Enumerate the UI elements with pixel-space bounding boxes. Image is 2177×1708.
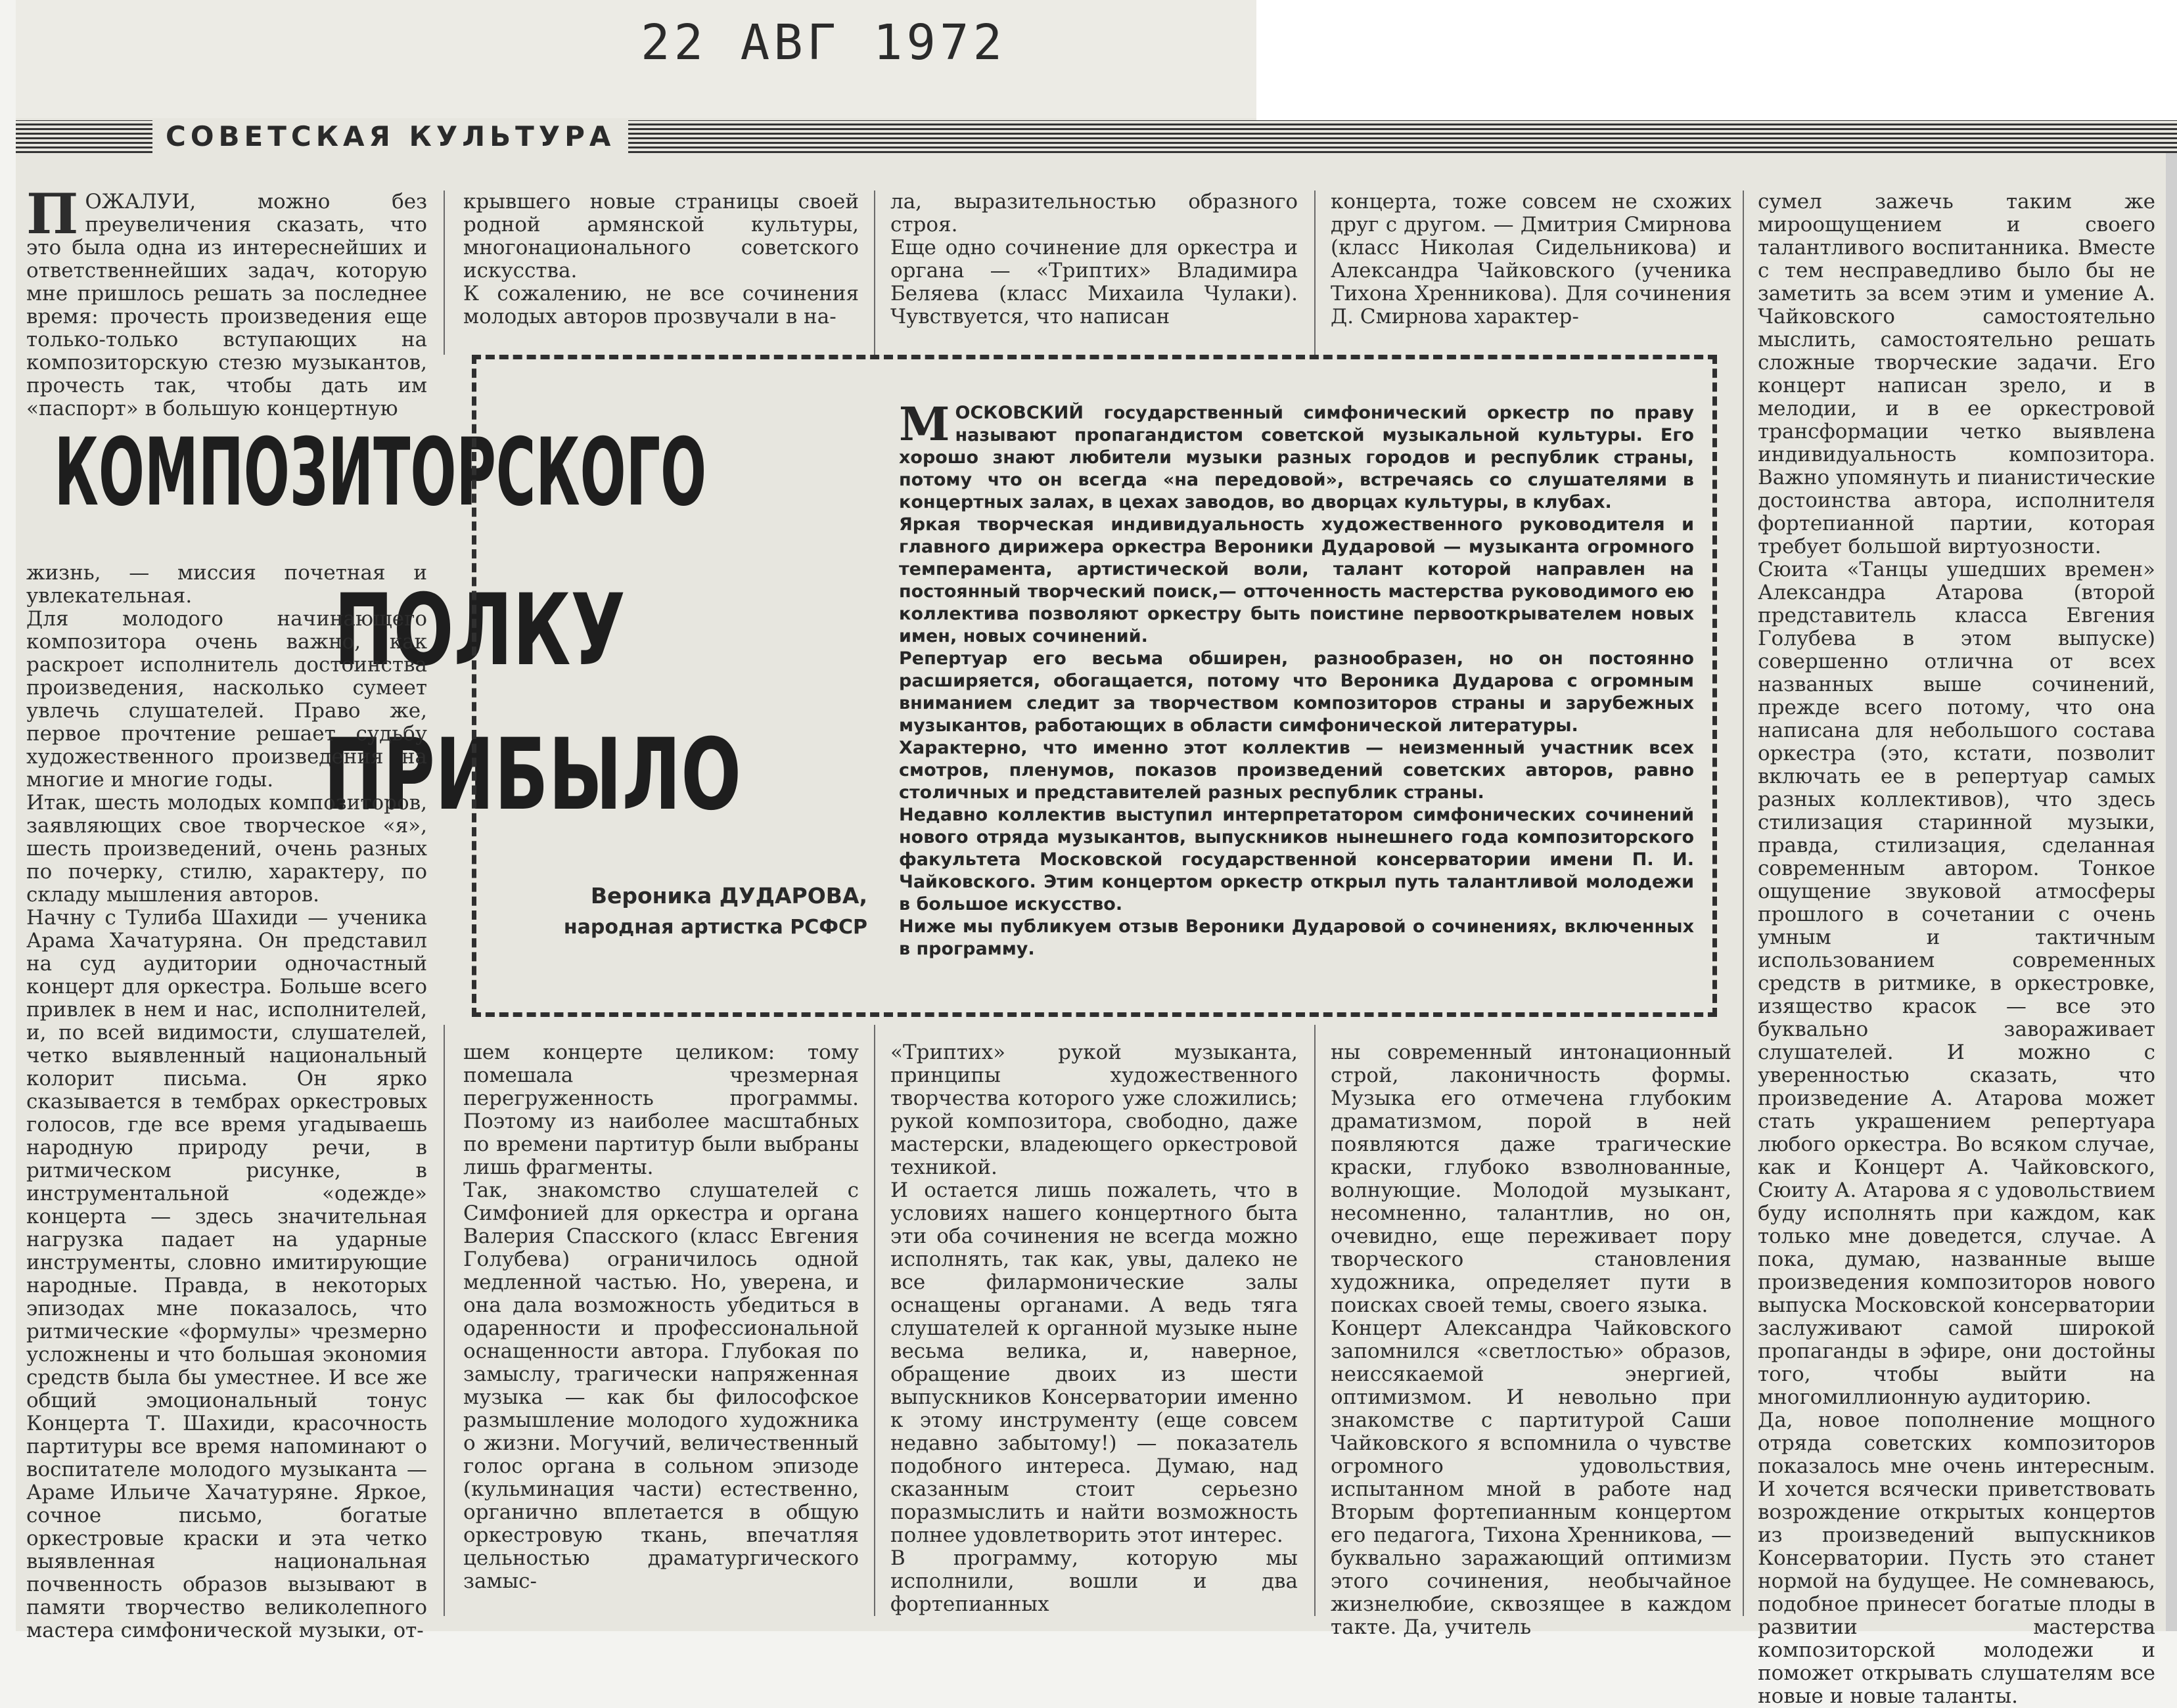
column-3-top <box>890 191 1298 328</box>
column-2-bottom <box>463 1041 859 1623</box>
column-rule <box>1743 191 1744 1616</box>
headline-line-2: ПОЛКУ <box>334 573 626 688</box>
inset-dropcap: М <box>899 397 950 451</box>
date-stamp: 22 ABГ 1972 <box>641 14 1007 71</box>
column-5 <box>1758 190 2155 1708</box>
column-rule <box>1314 191 1316 355</box>
column-4-bottom <box>1331 1041 1731 1639</box>
dropcap: П <box>26 181 79 246</box>
column-2-top-text: крывшего новые страницы своей родной армянской культуры, многонационального советского искусства. К сожалению, не все сочинения молодых авторов прозвучали в на- <box>463 190 859 328</box>
blank-background <box>1256 0 2177 125</box>
column-1-top-text: ОЖАЛУИ, можно без преувеличения сказать, что это была одна из интереснейших и ответственнейших задач, которую мне пришлось решать за последнее время: прочесть произведения еще только-только вступающих на композиторскую стезю музыкантов, прочесть так, чтобы дать им «паспорт» в большую концертную <box>26 190 427 420</box>
column-3-top-text: ла, выразительностью образного строя. Еще одно сочинение для оркестра и органа — «Триптих» Владимира Беляева (класс Михаила Чулаки). Чувствуется, что написан <box>890 190 1298 328</box>
column-1-bottom <box>26 561 427 1642</box>
column-rule <box>874 1025 875 1616</box>
column-4-bottom-text: ны современный интонационный строй, лаконичность формы. Музыка его отмечена глубоким драматизмом, порой в ней появляются даже трагические краски, глубоко взволнованные, волнующие. Молодой музыкант, несомненно, талантлив, но он, очевидно, еще переживает пору творческого становления художника, определяет пути в поисках своей темы, своего языка. Концерт Александра Чайковского запомнился «светлостью» образов, неиссякаемой энергией, оптимизмом. И невольно при знакомстве с партитурой Саши Чайковского я вспомнила о чувстве огромного удовольствия, испытанном мной в работе над Вторым фортепианным концертом его педагога, Тихона Хренникова, — буквально заражающий оптимизм этого сочинения, необычайное жизнелюбие, сквозящее в каждом такте. Да, учитель <box>1331 1041 1731 1639</box>
column-rule <box>444 191 445 355</box>
headline-line-1: КОМПОЗИТОРСКОГО <box>54 418 707 527</box>
clipping-edge <box>2166 151 2177 1631</box>
column-1-bottom-text: жизнь, — миссия почетная и увлекательная. Для молодого начинающего композитора очень важно, как раскроет исполнитель достоинства произведения, насколько сумеет увлечь слушателей. Право же, первое прочтение решает судьбу художественного произведения на многие и многие годы. Итак, шесть молодых композиторов, заявляющих свое творческое «я», шесть произведений, очень разных по почерку, стилю, характеру, по складу мышления авторов. Начну с Тулиба Шахиди — ученика Арама Хачатуряна. Он представил на суд аудитории одночастный концерт для оркестра. Больше всего привлек в нем и нас, исполнителей, и, по всей видимости, слушателей, четко выявленный национальный колорит письма. Он ярко сказывается в тембрах оркестровых голосов, где все время угадываешь народную природу речи, в ритмическом рисунке, в инструментальной «одежде» концерта — здесь значительная нагрузка падает на ударные инструменты, словно имитирующие народные. Правда, в некоторых эпизодах мне показалось, что ритмические «формулы» чрезмерно усложнены и что большая экономия средств была бы уместнее. И все же общий эмоциональный тонус Концерта Т. Шахиди, красочность партитуры все время напоминают о воспитателе молодого музыканта — Араме Ильиче Хачатуряне. Яркое, сочное письмо, богатые оркестровые краски и эта четко выявленная национальная почвенность образов вызывают в памяти творчество великолепного мастера симфонической музыки, от- <box>26 561 427 1642</box>
column-5-text: сумел зажечь таким же мироощущением и своего талантливого воспитанника. Вместе с тем несправедливо было бы не заметить за всем этим и умение А. Чайковского самостоятельно мыслить, самостоятельно решать сложные творческие задачи. Его концерт написан зрело, и в мелодии, и в ее оркестровой трансформации четко выявлена индивидуальность композитора. Важно упомянуть и пианистические достоинства автора, исполнителя фортепианной партии, которая требует большой виртуозности. Сюита «Танцы ушедших времен» Александра Атарова (второй представитель класса Евгения Голубева в этом выпуске) совершенно отлична от всех названных выше сочинений, прежде всего потому, что она написана для небольшого состава оркестра (это, кстати, позволит включать ее в репертуар самых разных коллективов), что здесь стилизация старинной музыки, правда, стилизация, сделанная современным автором. Тонкое ощущение звуковой атмосферы прошлого в сочетании с очень умным и тактичным использованием современных средств в ритмике, в оркестровке, изящество красок — все это буквально завораживает слушателей. И можно с уверенностью сказать, что произведение А. Атарова может стать украшением репертуара любого оркестра. Во всяком случае, как и Концерт А. Чайковского, Сюиту А. Атарова я с удовольствием буду исполнять при каждом, как только мне доведется, случае. А пока, думаю, названные выше произведения композиторов нового выпуска Московской консерватории заслуживают самой широкой пропаганды в эфире, они достойны того, чтобы выйти на многомиллионную аудиторию. Да, новое пополнение мощного отряда советских композиторов показалось мне очень интересным. И хочется всячески приветствовать возрождение открытых концертов из произведений выпускников Консерватории. Пусть это станет нормой на будущее. Не сомневаюсь, подобное принесет богатые плоды в развитии мастерства композиторской молодежи и поможет открывать слушателям все новые и новые таланты. <box>1758 190 2155 1708</box>
rubric-title: СОВЕТСКАЯ КУЛЬТУРА <box>152 118 628 155</box>
headline-line-3: ПРИБЫЛО <box>323 718 742 832</box>
clipping-top-margin <box>16 0 1258 118</box>
byline-title: народная артистка РСФСР <box>563 916 867 939</box>
inset-text <box>899 397 1694 960</box>
column-3-bottom-text: «Триптих» рукой музыканта, принципы художественного творчества которого уже сложились; рукой композитора, свободно, даже мастерски, владеющего оркестровой техникой. И остается лишь пожалеть, что в условиях нашего концертного быта эти оба сочинения не всегда можно исполнять, так как, увы, далеко не все филармонические залы оснащены органами. А ведь тяга слушателей к органной музыке ныне весьма велика, и, наверное, обращение двоих из шести выпускников Консерватории именно к этому инструменту (еще совсем недавно забытому!) — показатель подобного интереса. Думаю, над сказанным стоит серьезно поразмыслить и найти возможность полнее удовлетворить этот интерес. В программу, которую мы исполнили, вошли и два фортепианных <box>890 1041 1298 1616</box>
column-rule <box>444 1025 445 1616</box>
column-4-top-text: концерта, тоже совсем не схожих друг с другом. — Дмитрия Смирнова (класс Николая Сидельникова) и Александра Чайковского (ученика Тихона Хренникова). Для сочинения Д. Смирнова характер- <box>1331 190 1731 328</box>
column-rule <box>1314 1025 1316 1616</box>
column-4-top <box>1331 191 1731 328</box>
column-1-top <box>26 181 427 420</box>
column-rule <box>874 191 875 355</box>
column-2-bottom-text: шем концерте целиком: тому помешала чрезмерная перегруженность программы. Поэтому из наиболее масштабных по времени партитур были выбраны лишь фрагменты. Так, знакомство слушателей с Симфонией для оркестра и органа Валерия Спасского (класс Евгения Голубева) ограничилось одной медленной частью. Но, уверена, и она дала возможность убедиться в одаренности и профессиональной оснащенности автора. Глубокая по замыслу, трагически напряженная музыка — как бы философское размышление молодого художника о жизни. Могучий, величественный голос органа в сольном эпизоде (кульминация части) естественно, органично вплетается в общую оркестровую ткань, впечатляя цельностью драматургического замыс- <box>463 1041 859 1593</box>
column-2-top <box>463 191 859 328</box>
byline-name: Вероника ДУДАРОВА, <box>590 883 867 909</box>
column-3-bottom <box>890 1041 1298 1623</box>
inset-body: ОСКОВСКИЙ государственный симфонический оркестр по праву называют пропагандистом советской музыкальной культуры. Его хорошо знают любители музыки разных городов и республик страны, потому что он всегда «на передовой», встречаясь со слушателями в концертных залах, в цехах заводов, во дворцах культуры, в клубах. Яркая творческая индивидуальность художественного руководителя и главного дирижера оркестра Вероники Дударовой — музыканта огромного темперамента, артистической воли, талант которой направлен на постоянный творческий поиск,— отточенность мастерства руководимого ею коллектива позволяют оркестру быть поистине первооткрывателем новых имен, новых сочинений. Репертуар его весьма обширен, разнообразен, но он постоянно расширяется, обогащается, потому что Вероника Дударова с огромным вниманием следит за творчеством композиторов страны и зарубежных музыкантов, работающих в области симфонической литературы. Характерно, что именно этот коллектив — неизменный участник всех смотров, пленумов, показов произведений советских авторов, равно столичных и представителей разных республик страны. Недавно коллектив выступил интерпретатором симфонических сочинений нового отряда музыкантов, выпускников нынешнего года композиторского факультета Московской государственной консерватории имени П. И. Чайковского. Этим концертом оркестр открыл путь талантливой молодежи в большое искусство. Ниже мы публикуем отзыв Вероники Дударовой о сочинениях, включенных в программу. <box>899 403 1694 959</box>
